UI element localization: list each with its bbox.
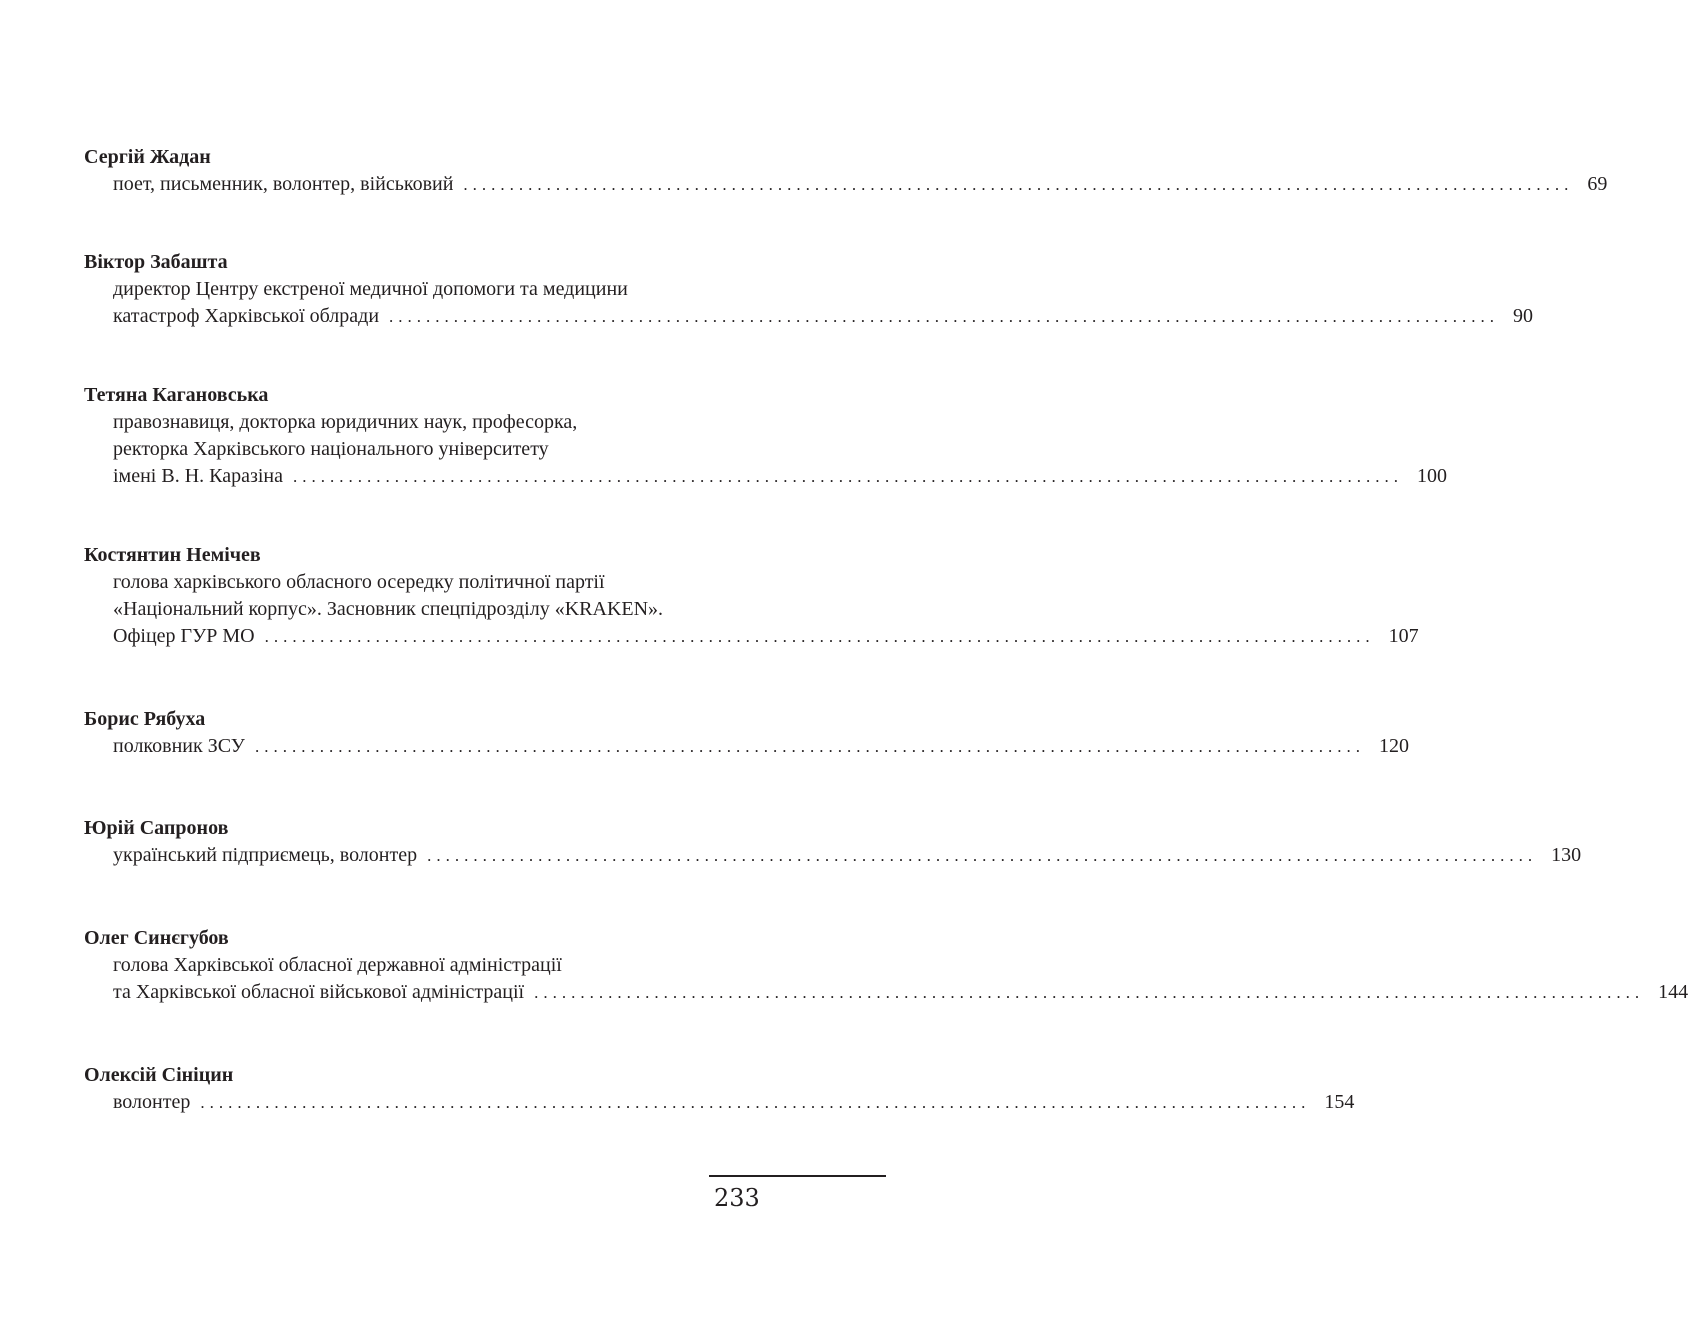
- page-number: 107: [1388, 625, 1419, 647]
- person-name: Костянтин Немічев: [84, 544, 261, 566]
- page-number: 100: [1417, 465, 1447, 487]
- toc-entry: [84, 1061, 1355, 1116]
- description-line: голова харківського обласного осередку політичної партії: [113, 571, 605, 593]
- toc-entry: [84, 924, 1688, 1006]
- dot-leader: ........................................................................................................................: [293, 467, 1403, 486]
- page-number: 120: [1378, 735, 1409, 757]
- page-number: 69: [1587, 173, 1608, 195]
- dot-leader: ........................................................................................................................: [200, 1093, 1311, 1112]
- person-name: Юрій Сапронов: [84, 817, 229, 839]
- dot-leader: ........................................................................................................................: [427, 846, 1538, 865]
- page-number: 130: [1551, 844, 1582, 866]
- footer-rule: [709, 1175, 886, 1177]
- page-number: 144: [1658, 981, 1688, 1003]
- description-text: український підприємець, волонтер: [113, 844, 418, 866]
- person-name: Олег Синєгубов: [84, 927, 229, 949]
- person-name: Борис Рябуха: [84, 708, 206, 730]
- person-name: Олексій Сініцин: [84, 1064, 234, 1086]
- toc-leader-line: [113, 842, 1582, 869]
- description-line: директор Центру екстреної медичної допомоги та медицини: [113, 278, 628, 300]
- toc-leader-line: [113, 623, 1419, 650]
- description-text: імені В. Н. Каразіна: [113, 465, 283, 487]
- dot-leader: ........................................................................................................................: [463, 175, 1574, 194]
- dot-leader: ........................................................................................................................: [534, 983, 1645, 1002]
- toc-entry: [84, 143, 1608, 198]
- description-text: волонтер: [113, 1091, 191, 1113]
- toc-leader-line: [113, 979, 1688, 1006]
- description-text: полковник ЗСУ: [113, 735, 245, 757]
- toc-entry: [84, 381, 1447, 490]
- description-line: ректорка Харківського національного університету: [113, 438, 549, 460]
- description-line: правознавиця, докторка юридичних наук, професорка,: [113, 411, 578, 433]
- page-folio: 233: [714, 1184, 760, 1212]
- toc-entry: [84, 705, 1409, 760]
- toc-entry: [84, 248, 1534, 330]
- dot-leader: ........................................................................................................................: [389, 307, 1500, 326]
- toc-leader-line: [113, 1089, 1355, 1116]
- dot-leader: ........................................................................................................................: [254, 737, 1365, 756]
- description-text: та Харківської обласної військової адміністрації: [113, 981, 525, 1003]
- description-line: голова Харківської обласної державної адміністрації: [113, 954, 562, 976]
- toc-leader-line: [113, 171, 1608, 198]
- toc-entry: [84, 814, 1582, 869]
- description-text: Офіцер ГУР МО: [113, 625, 255, 647]
- description-text: поет, письменник, волонтер, військовий: [113, 173, 454, 195]
- toc-leader-line: [113, 303, 1534, 330]
- dot-leader: ........................................................................................................................: [264, 627, 1375, 646]
- person-name: Віктор Забашта: [84, 251, 228, 273]
- toc-leader-line: [113, 463, 1447, 490]
- page-number: 90: [1513, 305, 1534, 327]
- person-name: Сергій Жадан: [84, 146, 211, 168]
- person-name: Тетяна Кагановська: [84, 384, 269, 406]
- toc-entry: [84, 541, 1419, 650]
- description-text: катастроф Харківської облради: [113, 305, 380, 327]
- page-number: 154: [1324, 1091, 1355, 1113]
- description-line: «Національний корпус». Засновник спецпідрозділу «KRAKEN».: [113, 598, 664, 620]
- toc-leader-line: [113, 733, 1409, 760]
